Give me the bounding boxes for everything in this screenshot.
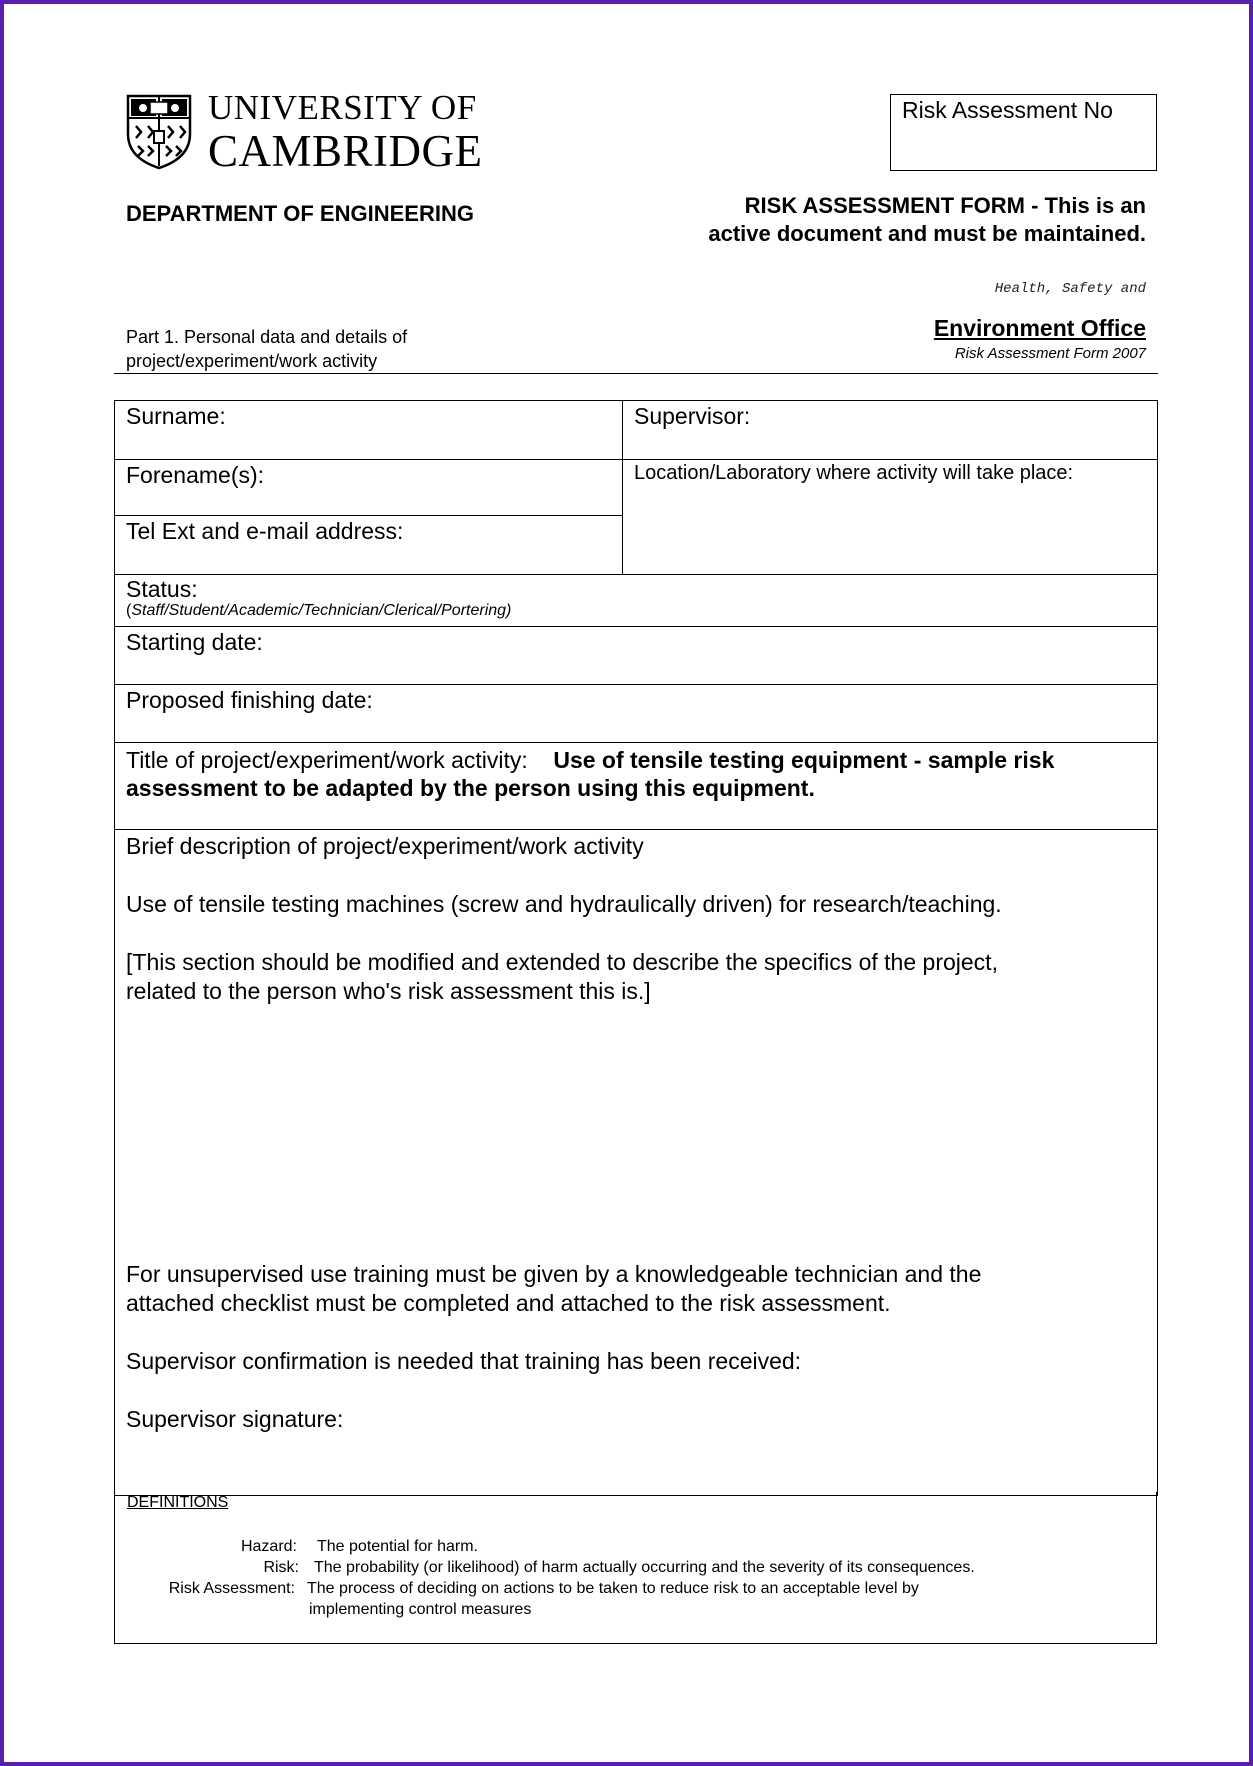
personal-data-table	[114, 400, 1158, 1496]
university-name-line2: CAMBRIDGE	[208, 126, 483, 176]
description-paragraph-2-line1: [This section should be modified and extended to describe the specifics of the project,	[126, 949, 998, 975]
definitions-box	[114, 1492, 1157, 1644]
definitions-title: DEFINITIONS	[127, 1494, 229, 1511]
definition-hazard-text: The potential for harm.	[317, 1538, 478, 1555]
definition-risk-text: The probability (or likelihood) of harm actually occurring and the severity of its consequences.	[314, 1559, 975, 1576]
supervisor-signature-label: Supervisor signature:	[126, 1406, 344, 1432]
forenames-field[interactable]	[115, 460, 622, 516]
training-note-line1: For unsupervised use training must be given by a knowledgeable technician and the	[126, 1261, 982, 1287]
description-field[interactable]	[115, 830, 1157, 1495]
definition-risk-term: Risk:	[263, 1559, 299, 1576]
university-name-line1: UNIVERSITY OF	[208, 88, 477, 127]
university-crest-icon	[126, 94, 192, 170]
finishing-date-field[interactable]	[115, 685, 1157, 743]
definition-hazard	[115, 1536, 1155, 1558]
tel-email-label: Tel Ext and e-mail address:	[126, 518, 404, 544]
project-title-value-line1: Use of tensile testing equipment - sample risk	[553, 747, 1055, 773]
risk-assessment-number-label: Risk Assessment No	[902, 97, 1113, 123]
status-options-open: (	[126, 602, 132, 619]
location-field[interactable]	[623, 460, 1157, 574]
hse-label: Health, Safety and	[994, 281, 1146, 297]
finishing-date-label: Proposed finishing date:	[126, 687, 373, 713]
supervisor-label: Supervisor:	[634, 403, 751, 429]
definition-risk	[115, 1557, 1155, 1579]
project-title-label: Title of project/experiment/work activity:	[126, 747, 528, 773]
forename-tel-column	[115, 460, 623, 574]
risk-assessment-number-box[interactable]	[890, 94, 1157, 171]
location-label: Location/Laboratory where activity will take place:	[634, 462, 1074, 484]
surname-supervisor-row	[115, 401, 1157, 460]
starting-date-label: Starting date:	[126, 629, 263, 655]
form-title	[708, 192, 1146, 248]
status-label: Status:	[126, 576, 198, 602]
part1-line1: Part 1. Personal data and details of	[126, 327, 408, 347]
description-paragraph-2-line2: related to the person who's risk assessment this is.]	[126, 978, 651, 1004]
status-options	[126, 602, 1146, 620]
department-name: DEPARTMENT OF ENGINEERING	[126, 201, 474, 226]
forename-location-row	[115, 460, 1157, 575]
part1-heading	[126, 325, 407, 373]
surname-label: Surname:	[126, 403, 226, 429]
definition-ra-text-line2: implementing control measures	[309, 1601, 532, 1618]
surname-field[interactable]	[115, 401, 623, 459]
supervisor-confirmation-label: Supervisor confirmation is needed that training has been received:	[126, 1348, 802, 1374]
definition-hazard-term: Hazard:	[240, 1538, 297, 1555]
status-options-text: Staff/Student/Academic/Technician/Clerical/Portering)	[131, 602, 512, 619]
starting-date-field[interactable]	[115, 627, 1157, 685]
training-note-line2: attached checklist must be completed and attached to the risk assessment.	[126, 1290, 891, 1316]
status-field[interactable]	[115, 575, 1157, 627]
form-title-line1: RISK ASSESSMENT FORM - This is an	[744, 193, 1146, 218]
part1-line2: project/experiment/work activity	[126, 351, 378, 371]
description-paragraph-1: Use of tensile testing machines (screw and hydraulically driven) for research/teaching.	[126, 891, 1002, 917]
definition-risk-assessment	[115, 1578, 1155, 1622]
section-divider	[114, 373, 1158, 374]
description-label: Brief description of project/experiment/work activity	[126, 833, 644, 859]
project-title-value-line2: assessment to be adapted by the person using this equipment.	[126, 775, 815, 801]
forenames-label: Forename(s):	[126, 462, 265, 488]
environment-office-label: Environment Office	[933, 315, 1146, 341]
form-title-line2: active document and must be maintained.	[708, 221, 1146, 246]
supervisor-field[interactable]	[623, 401, 1157, 459]
form-version-label: Risk Assessment Form 2007	[954, 345, 1146, 362]
project-title-field[interactable]	[115, 743, 1157, 830]
definition-ra-term: Risk Assessment:	[168, 1580, 295, 1597]
tel-email-field[interactable]	[115, 516, 622, 574]
definition-ra-text-line1: The process of deciding on actions to be taken to reduce risk to an acceptable level by	[307, 1580, 919, 1597]
